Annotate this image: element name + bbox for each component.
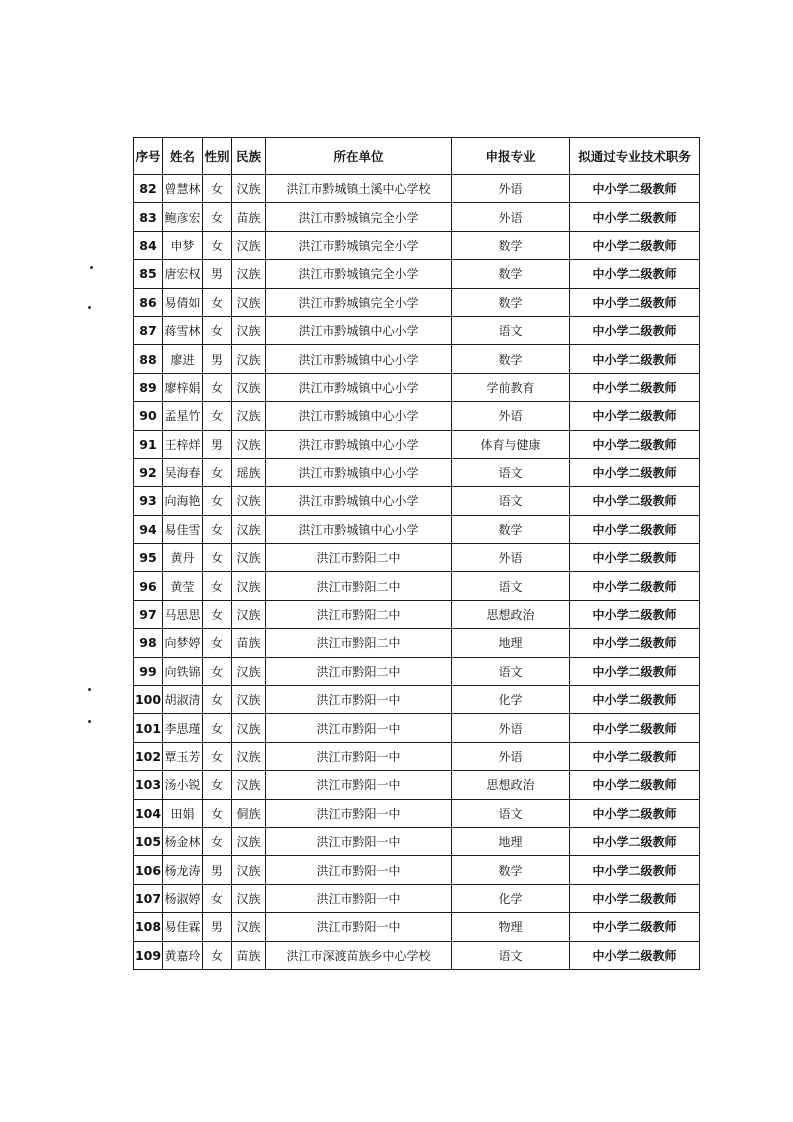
cell-name: 黄嘉玲 [163,941,203,969]
table-header-row [134,138,700,175]
table-row [134,686,700,714]
cell-ethnicity: 汉族 [232,260,266,288]
cell-unit: 洪江市黔阳一中 [266,913,452,941]
cell-unit: 洪江市黔城镇完全小学 [266,260,452,288]
cell-ethnicity: 汉族 [232,856,266,884]
cell-unit: 洪江市黔阳二中 [266,572,452,600]
cell-name: 易倩如 [163,288,203,316]
cell-name: 胡淑清 [163,686,203,714]
cell-major: 地理 [452,629,570,657]
table-row [134,316,700,344]
cell-major: 外语 [452,742,570,770]
cell-major: 语文 [452,941,570,969]
cell-ethnicity: 汉族 [232,316,266,344]
cell-title: 中小学二级教师 [570,799,700,827]
scan-speck [90,266,93,269]
cell-gender: 女 [203,458,232,486]
cell-unit: 洪江市黔阳一中 [266,686,452,714]
cell-title: 中小学二级教师 [570,260,700,288]
cell-no: 97 [134,600,163,628]
cell-gender: 女 [203,544,232,572]
cell-no: 107 [134,884,163,912]
cell-name: 田娟 [163,799,203,827]
cell-major: 外语 [452,175,570,203]
cell-gender: 女 [203,827,232,855]
cell-no: 84 [134,231,163,259]
cell-ethnicity: 汉族 [232,345,266,373]
cell-ethnicity: 汉族 [232,231,266,259]
cell-no: 109 [134,941,163,969]
table-row [134,657,700,685]
cell-gender: 女 [203,657,232,685]
scan-speck [88,306,91,309]
table-row [134,629,700,657]
cell-ethnicity: 汉族 [232,515,266,543]
cell-title: 中小学二级教师 [570,203,700,231]
cell-ethnicity: 汉族 [232,487,266,515]
cell-major: 外语 [452,203,570,231]
cell-title: 中小学二级教师 [570,572,700,600]
cell-major: 体育与健康 [452,430,570,458]
cell-title: 中小学二级教师 [570,913,700,941]
cell-major: 语文 [452,572,570,600]
cell-gender: 女 [203,572,232,600]
cell-gender: 女 [203,600,232,628]
cell-unit: 洪江市黔城镇中心小学 [266,487,452,515]
cell-unit: 洪江市黔城镇土溪中心学校 [266,175,452,203]
cell-no: 89 [134,373,163,401]
cell-major: 思想政治 [452,600,570,628]
cell-gender: 女 [203,515,232,543]
cell-major: 数学 [452,288,570,316]
cell-unit: 洪江市黔阳一中 [266,856,452,884]
cell-unit: 洪江市黔阳一中 [266,884,452,912]
cell-major: 化学 [452,884,570,912]
cell-name: 汤小锐 [163,771,203,799]
cell-name: 唐宏权 [163,260,203,288]
cell-no: 95 [134,544,163,572]
cell-name: 向梦婷 [163,629,203,657]
cell-no: 90 [134,402,163,430]
cell-name: 黄丹 [163,544,203,572]
table-row [134,487,700,515]
cell-no: 106 [134,856,163,884]
cell-title: 中小学二级教师 [570,742,700,770]
cell-name: 覃玉芳 [163,742,203,770]
table-row [134,203,700,231]
cell-major: 语文 [452,316,570,344]
cell-no: 108 [134,913,163,941]
cell-major: 语文 [452,487,570,515]
cell-no: 98 [134,629,163,657]
cell-name: 廖进 [163,345,203,373]
cell-name: 鲍彦宏 [163,203,203,231]
cell-no: 92 [134,458,163,486]
cell-unit: 洪江市黔阳一中 [266,742,452,770]
cell-major: 语文 [452,799,570,827]
cell-name: 杨淑婷 [163,884,203,912]
cell-ethnicity: 苗族 [232,629,266,657]
cell-gender: 女 [203,175,232,203]
table-row [134,742,700,770]
cell-title: 中小学二级教师 [570,771,700,799]
cell-title: 中小学二级教师 [570,288,700,316]
cell-ethnicity: 汉族 [232,572,266,600]
cell-ethnicity: 汉族 [232,373,266,401]
cell-name: 易佳霖 [163,913,203,941]
cell-major: 数学 [452,515,570,543]
cell-gender: 女 [203,884,232,912]
cell-title: 中小学二级教师 [570,629,700,657]
cell-name: 李思瑾 [163,714,203,742]
cell-unit: 洪江市黔阳一中 [266,799,452,827]
cell-unit: 洪江市黔城镇中心小学 [266,316,452,344]
cell-unit: 洪江市黔阳二中 [266,600,452,628]
cell-no: 101 [134,714,163,742]
cell-gender: 女 [203,799,232,827]
cell-major: 数学 [452,856,570,884]
cell-title: 中小学二级教师 [570,175,700,203]
cell-name: 曾慧林 [163,175,203,203]
cell-title: 中小学二级教师 [570,884,700,912]
cell-ethnicity: 汉族 [232,288,266,316]
cell-ethnicity: 汉族 [232,742,266,770]
cell-no: 104 [134,799,163,827]
cell-major: 学前教育 [452,373,570,401]
cell-gender: 女 [203,373,232,401]
table-row [134,458,700,486]
table-row [134,771,700,799]
table-row [134,430,700,458]
cell-gender: 男 [203,260,232,288]
cell-no: 85 [134,260,163,288]
cell-name: 蒋雪林 [163,316,203,344]
cell-name: 廖梓娟 [163,373,203,401]
cell-name: 马思思 [163,600,203,628]
cell-name: 王梓烊 [163,430,203,458]
cell-gender: 女 [203,203,232,231]
cell-major: 数学 [452,231,570,259]
header-major: 申报专业 [452,138,570,175]
cell-no: 93 [134,487,163,515]
table-row [134,402,700,430]
header-ethnicity: 民族 [232,138,266,175]
table-row [134,175,700,203]
cell-no: 88 [134,345,163,373]
table-row [134,572,700,600]
cell-major: 外语 [452,402,570,430]
cell-name: 孟星竹 [163,402,203,430]
cell-no: 100 [134,686,163,714]
teacher-title-table [133,137,700,970]
cell-ethnicity: 汉族 [232,884,266,912]
cell-unit: 洪江市黔城镇完全小学 [266,231,452,259]
cell-ethnicity: 汉族 [232,714,266,742]
cell-name: 吴海春 [163,458,203,486]
cell-no: 103 [134,771,163,799]
cell-unit: 洪江市深渡苗族乡中心学校 [266,941,452,969]
cell-major: 语文 [452,657,570,685]
scan-speck [88,720,91,723]
cell-no: 83 [134,203,163,231]
table-row [134,288,700,316]
cell-gender: 女 [203,402,232,430]
cell-gender: 男 [203,856,232,884]
cell-unit: 洪江市黔阳一中 [266,714,452,742]
cell-gender: 女 [203,231,232,259]
cell-unit: 洪江市黔城镇中心小学 [266,458,452,486]
table-row [134,600,700,628]
table-row [134,373,700,401]
cell-title: 中小学二级教师 [570,657,700,685]
cell-no: 86 [134,288,163,316]
cell-ethnicity: 汉族 [232,827,266,855]
cell-title: 中小学二级教师 [570,515,700,543]
cell-ethnicity: 苗族 [232,941,266,969]
cell-ethnicity: 汉族 [232,402,266,430]
cell-gender: 女 [203,629,232,657]
cell-title: 中小学二级教师 [570,402,700,430]
cell-name: 向铁锦 [163,657,203,685]
cell-unit: 洪江市黔城镇中心小学 [266,373,452,401]
cell-title: 中小学二级教师 [570,827,700,855]
cell-title: 中小学二级教师 [570,686,700,714]
cell-unit: 洪江市黔城镇完全小学 [266,288,452,316]
cell-title: 中小学二级教师 [570,714,700,742]
header-unit: 所在单位 [266,138,452,175]
cell-gender: 女 [203,316,232,344]
cell-unit: 洪江市黔阳二中 [266,657,452,685]
cell-name: 向海艳 [163,487,203,515]
cell-no: 102 [134,742,163,770]
cell-title: 中小学二级教师 [570,316,700,344]
cell-title: 中小学二级教师 [570,373,700,401]
cell-no: 99 [134,657,163,685]
cell-gender: 女 [203,686,232,714]
cell-ethnicity: 苗族 [232,203,266,231]
cell-unit: 洪江市黔城镇中心小学 [266,345,452,373]
cell-no: 96 [134,572,163,600]
cell-ethnicity: 汉族 [232,657,266,685]
cell-gender: 女 [203,941,232,969]
cell-major: 化学 [452,686,570,714]
cell-ethnicity: 汉族 [232,600,266,628]
cell-gender: 女 [203,487,232,515]
cell-ethnicity: 瑶族 [232,458,266,486]
header-name: 姓名 [163,138,203,175]
cell-no: 82 [134,175,163,203]
cell-major: 数学 [452,260,570,288]
cell-unit: 洪江市黔阳二中 [266,629,452,657]
cell-unit: 洪江市黔城镇完全小学 [266,203,452,231]
cell-unit: 洪江市黔城镇中心小学 [266,430,452,458]
cell-unit: 洪江市黔阳二中 [266,544,452,572]
cell-major: 外语 [452,714,570,742]
cell-title: 中小学二级教师 [570,600,700,628]
cell-unit: 洪江市黔城镇中心小学 [266,515,452,543]
cell-title: 中小学二级教师 [570,231,700,259]
table-row [134,515,700,543]
cell-gender: 男 [203,913,232,941]
cell-name: 易佳雪 [163,515,203,543]
cell-title: 中小学二级教师 [570,458,700,486]
cell-ethnicity: 汉族 [232,771,266,799]
table-row [134,714,700,742]
cell-no: 87 [134,316,163,344]
header-title: 拟通过专业技术职务 [570,138,700,175]
header-gender: 性别 [203,138,232,175]
cell-title: 中小学二级教师 [570,345,700,373]
cell-major: 地理 [452,827,570,855]
cell-ethnicity: 汉族 [232,175,266,203]
cell-major: 数学 [452,345,570,373]
cell-gender: 男 [203,345,232,373]
table-row [134,913,700,941]
table-body [134,175,700,970]
cell-major: 思想政治 [452,771,570,799]
cell-title: 中小学二级教师 [570,487,700,515]
cell-ethnicity: 汉族 [232,913,266,941]
cell-no: 94 [134,515,163,543]
cell-major: 语文 [452,458,570,486]
cell-ethnicity: 汉族 [232,544,266,572]
table-row [134,884,700,912]
cell-unit: 洪江市黔阳一中 [266,827,452,855]
cell-gender: 男 [203,430,232,458]
table-row [134,827,700,855]
cell-name: 申梦 [163,231,203,259]
cell-gender: 女 [203,742,232,770]
cell-ethnicity: 侗族 [232,799,266,827]
cell-gender: 女 [203,714,232,742]
cell-ethnicity: 汉族 [232,430,266,458]
cell-name: 杨龙涛 [163,856,203,884]
cell-title: 中小学二级教师 [570,544,700,572]
cell-major: 物理 [452,913,570,941]
cell-title: 中小学二级教师 [570,430,700,458]
cell-title: 中小学二级教师 [570,941,700,969]
cell-major: 外语 [452,544,570,572]
table-row [134,799,700,827]
table-row [134,941,700,969]
cell-ethnicity: 汉族 [232,686,266,714]
cell-unit: 洪江市黔城镇中心小学 [266,402,452,430]
table-row [134,231,700,259]
scan-speck [88,688,91,691]
cell-gender: 女 [203,288,232,316]
cell-unit: 洪江市黔阳一中 [266,771,452,799]
table-row [134,345,700,373]
cell-no: 105 [134,827,163,855]
header-no: 序号 [134,138,163,175]
cell-name: 黄莹 [163,572,203,600]
cell-no: 91 [134,430,163,458]
table-row [134,856,700,884]
table-row [134,260,700,288]
table-row [134,544,700,572]
cell-name: 杨金林 [163,827,203,855]
cell-gender: 女 [203,771,232,799]
cell-title: 中小学二级教师 [570,856,700,884]
